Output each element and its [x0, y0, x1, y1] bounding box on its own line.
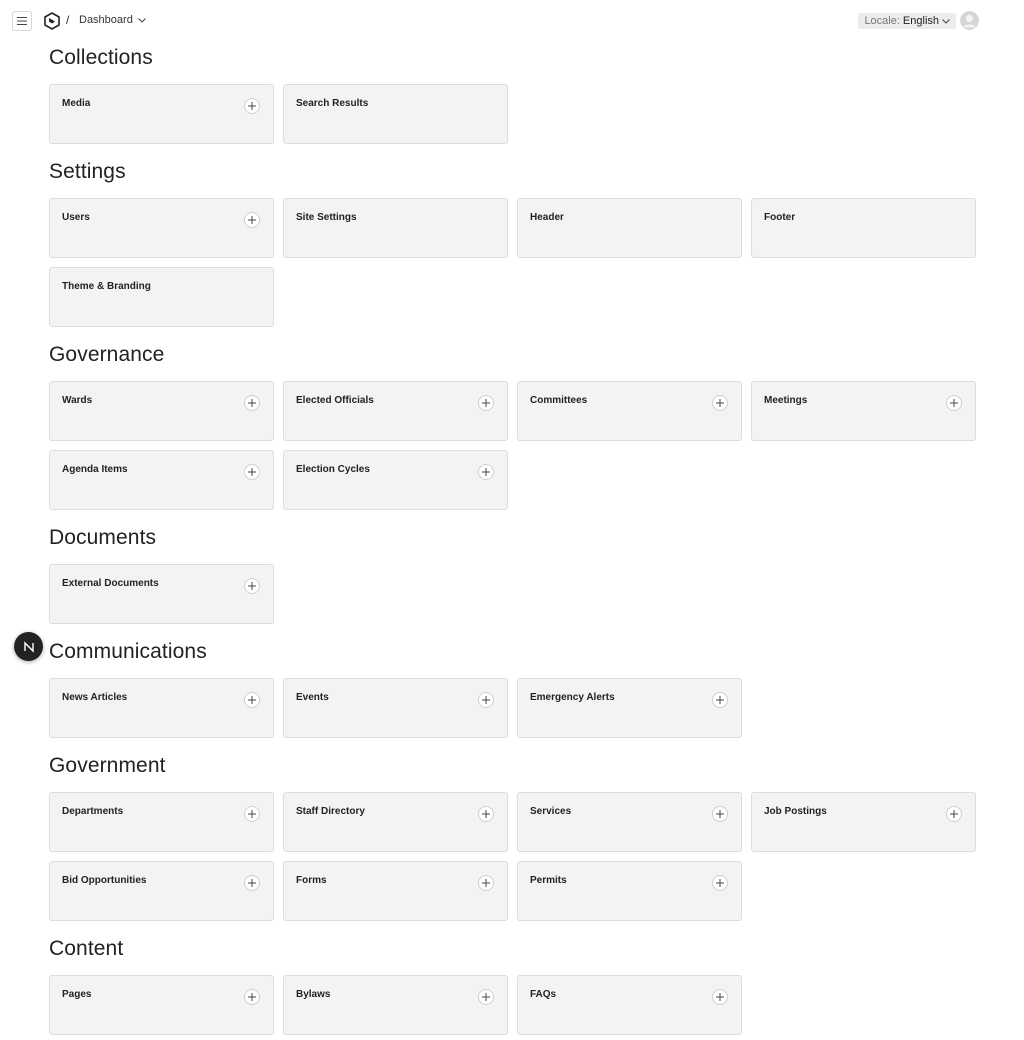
card-search-results[interactable]	[283, 84, 508, 144]
card-grid	[49, 381, 979, 510]
card-wards[interactable]	[49, 381, 274, 441]
plus-icon[interactable]	[244, 875, 260, 891]
hamburger-menu-icon[interactable]	[12, 11, 32, 31]
section-collections	[49, 45, 979, 109]
card-election-cycles[interactable]	[283, 450, 508, 510]
section-title: Government	[49, 754, 166, 777]
card-theme-branding[interactable]	[49, 267, 274, 327]
card-meetings[interactable]	[751, 381, 976, 441]
plus-icon[interactable]	[244, 989, 260, 1005]
card-label: Bid Opportunities	[62, 875, 147, 886]
section-title: Governance	[49, 343, 165, 366]
card-label: Pages	[62, 989, 92, 1000]
card-permits[interactable]	[517, 861, 742, 921]
card-label: Forms	[296, 875, 327, 886]
section-title: Communications	[49, 640, 207, 663]
plus-icon[interactable]	[244, 578, 260, 594]
card-label: Footer	[764, 212, 796, 223]
section-settings	[49, 159, 979, 292]
card-label: FAQs	[530, 989, 557, 1000]
card-label: Committees	[530, 395, 588, 406]
plus-icon[interactable]	[478, 395, 494, 411]
section-title: Settings	[49, 160, 126, 183]
card-label: Permits	[530, 875, 567, 886]
breadcrumb-separator: /	[66, 13, 70, 27]
card-label: Departments	[62, 806, 124, 817]
plus-icon[interactable]	[712, 989, 728, 1005]
card-grid	[49, 84, 979, 144]
card-emergency-alerts[interactable]	[517, 678, 742, 738]
card-agenda-items[interactable]	[49, 450, 274, 510]
card-label: Events	[296, 692, 329, 703]
card-external-documents[interactable]	[49, 564, 274, 624]
card-pages[interactable]	[49, 975, 274, 1035]
card-label: Emergency Alerts	[530, 692, 615, 703]
plus-icon[interactable]	[712, 806, 728, 822]
breadcrumb-label: Dashboard	[79, 14, 133, 26]
plus-icon[interactable]	[244, 692, 260, 708]
card-label: Header	[530, 212, 564, 223]
card-label: Meetings	[764, 395, 808, 406]
card-events[interactable]	[283, 678, 508, 738]
card-grid	[49, 975, 979, 1035]
section-title: Content	[49, 937, 124, 960]
nextjs-badge-icon[interactable]	[14, 632, 43, 661]
section-governance	[49, 342, 979, 475]
card-label: News Articles	[62, 692, 128, 703]
card-label: Site Settings	[296, 212, 357, 223]
payload-logo-icon[interactable]	[44, 12, 60, 30]
breadcrumb-dashboard[interactable]	[79, 11, 146, 29]
card-users[interactable]	[49, 198, 274, 258]
card-label: Staff Directory	[296, 806, 365, 817]
plus-icon[interactable]	[478, 692, 494, 708]
plus-icon[interactable]	[478, 875, 494, 891]
card-grid	[49, 564, 979, 624]
card-label: Media	[62, 98, 91, 109]
plus-icon[interactable]	[244, 464, 260, 480]
card-job-postings[interactable]	[751, 792, 976, 852]
section-communications	[49, 639, 979, 703]
card-label: External Documents	[62, 578, 159, 589]
card-label: Search Results	[296, 98, 369, 109]
plus-icon[interactable]	[244, 395, 260, 411]
card-grid	[49, 198, 979, 327]
section-title: Collections	[49, 46, 153, 69]
plus-icon[interactable]	[712, 395, 728, 411]
section-title: Documents	[49, 526, 157, 549]
plus-icon[interactable]	[946, 806, 962, 822]
section-documents	[49, 525, 979, 589]
card-committees[interactable]	[517, 381, 742, 441]
card-media[interactable]	[49, 84, 274, 144]
card-footer[interactable]	[751, 198, 976, 258]
plus-icon[interactable]	[712, 692, 728, 708]
card-forms[interactable]	[283, 861, 508, 921]
card-label: Users	[62, 212, 90, 223]
card-grid	[49, 678, 979, 738]
plus-icon[interactable]	[244, 98, 260, 114]
card-label: Bylaws	[296, 989, 331, 1000]
card-news-articles[interactable]	[49, 678, 274, 738]
card-label: Theme & Branding	[62, 281, 151, 292]
card-label: Agenda Items	[62, 464, 128, 475]
card-grid	[49, 792, 979, 921]
plus-icon[interactable]	[712, 875, 728, 891]
plus-icon[interactable]	[478, 464, 494, 480]
card-services[interactable]	[517, 792, 742, 852]
locale-value: English	[902, 15, 939, 27]
locale-label: Locale:	[864, 15, 900, 27]
card-bylaws[interactable]	[283, 975, 508, 1035]
plus-icon[interactable]	[478, 806, 494, 822]
chevron-down-icon	[942, 15, 950, 27]
plus-icon[interactable]	[946, 395, 962, 411]
card-site-settings[interactable]	[283, 198, 508, 258]
section-government	[49, 753, 979, 886]
card-elected-officials[interactable]	[283, 381, 508, 441]
card-label: Wards	[62, 395, 93, 406]
chevron-down-icon	[138, 14, 146, 26]
plus-icon[interactable]	[244, 806, 260, 822]
card-header[interactable]	[517, 198, 742, 258]
plus-icon[interactable]	[478, 989, 494, 1005]
section-content	[49, 936, 979, 1000]
card-faqs[interactable]	[517, 975, 742, 1035]
card-label: Elected Officials	[296, 395, 374, 406]
card-staff-directory[interactable]	[283, 792, 508, 852]
locale-selector[interactable]	[858, 13, 956, 29]
plus-icon[interactable]	[244, 212, 260, 228]
card-label: Election Cycles	[296, 464, 370, 475]
card-bid-opportunities[interactable]	[49, 861, 274, 921]
top-bar	[0, 0, 1024, 40]
card-label: Job Postings	[764, 806, 827, 817]
card-label: Services	[530, 806, 572, 817]
card-departments[interactable]	[49, 792, 274, 852]
default-avatar-icon[interactable]	[960, 11, 979, 30]
